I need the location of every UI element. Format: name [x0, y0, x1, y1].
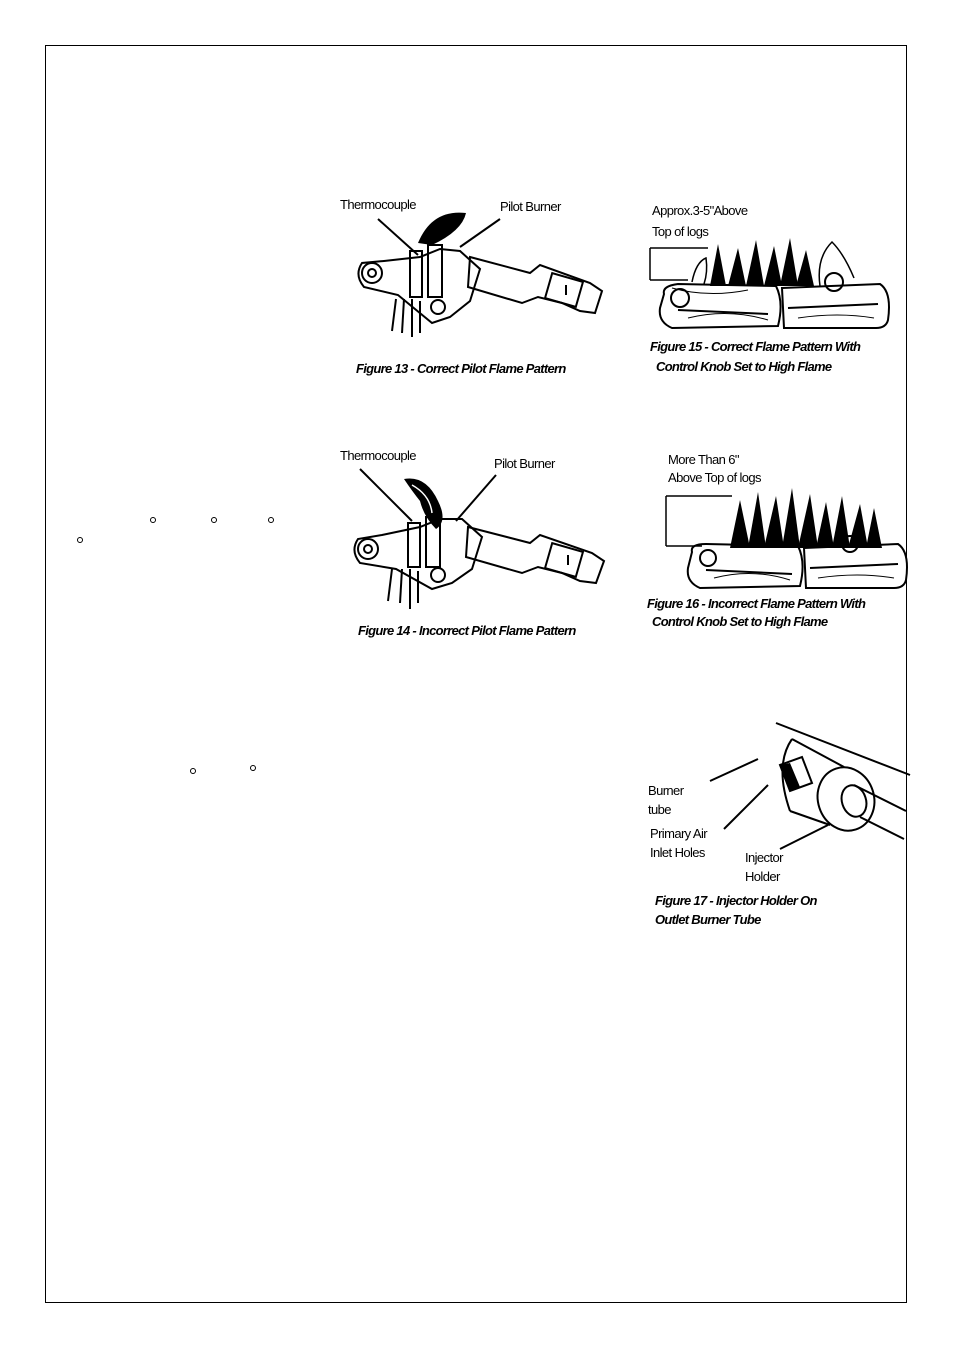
stray-dot	[211, 517, 217, 523]
stray-dot	[250, 765, 256, 771]
flame-height-label: More Than 6"	[668, 452, 739, 467]
primary-air-label: Primary Air	[650, 826, 707, 841]
figure-17-caption: Figure 17 - Injector Holder On	[655, 893, 817, 908]
pilot-burner-label: Pilot Burner	[500, 199, 561, 214]
figure-17-caption: Outlet Burner Tube	[655, 912, 761, 927]
thermocouple-label: Thermocouple	[340, 448, 416, 463]
burner-tube-label: tube	[648, 802, 671, 817]
burner-tube-label: Burner	[648, 783, 684, 798]
figure-13-caption: Figure 13 - Correct Pilot Flame Pattern	[356, 361, 566, 376]
pilot-assembly-drawing	[340, 465, 620, 615]
pilot-burner-label: Pilot Burner	[494, 456, 555, 471]
stray-dot	[268, 517, 274, 523]
stray-dot	[190, 768, 196, 774]
primary-air-label: Inlet Holes	[650, 845, 705, 860]
figure-14-caption: Figure 14 - Incorrect Pilot Flame Pattern	[358, 623, 576, 638]
log-flame-drawing	[648, 238, 898, 338]
figure-15-caption: Figure 15 - Correct Flame Pattern With	[650, 339, 861, 354]
stray-dot	[77, 537, 83, 543]
pilot-assembly-drawing	[340, 205, 620, 345]
flame-height-label: Top of logs	[652, 224, 709, 239]
injector-holder-label: Holder	[745, 869, 780, 884]
thermocouple-label: Thermocouple	[340, 197, 416, 212]
log-flame-drawing	[662, 488, 912, 593]
flame-height-label: Above Top of logs	[668, 470, 761, 485]
injector-holder-label: Injector	[745, 850, 783, 865]
figure-16-caption: Control Knob Set to High Flame	[652, 614, 828, 629]
figure-16-caption: Figure 16 - Incorrect Flame Pattern With	[647, 596, 866, 611]
figure-15-caption: Control Knob Set to High Flame	[656, 359, 832, 374]
flame-height-label: Approx.3-5"Above	[652, 203, 748, 218]
stray-dot	[150, 517, 156, 523]
